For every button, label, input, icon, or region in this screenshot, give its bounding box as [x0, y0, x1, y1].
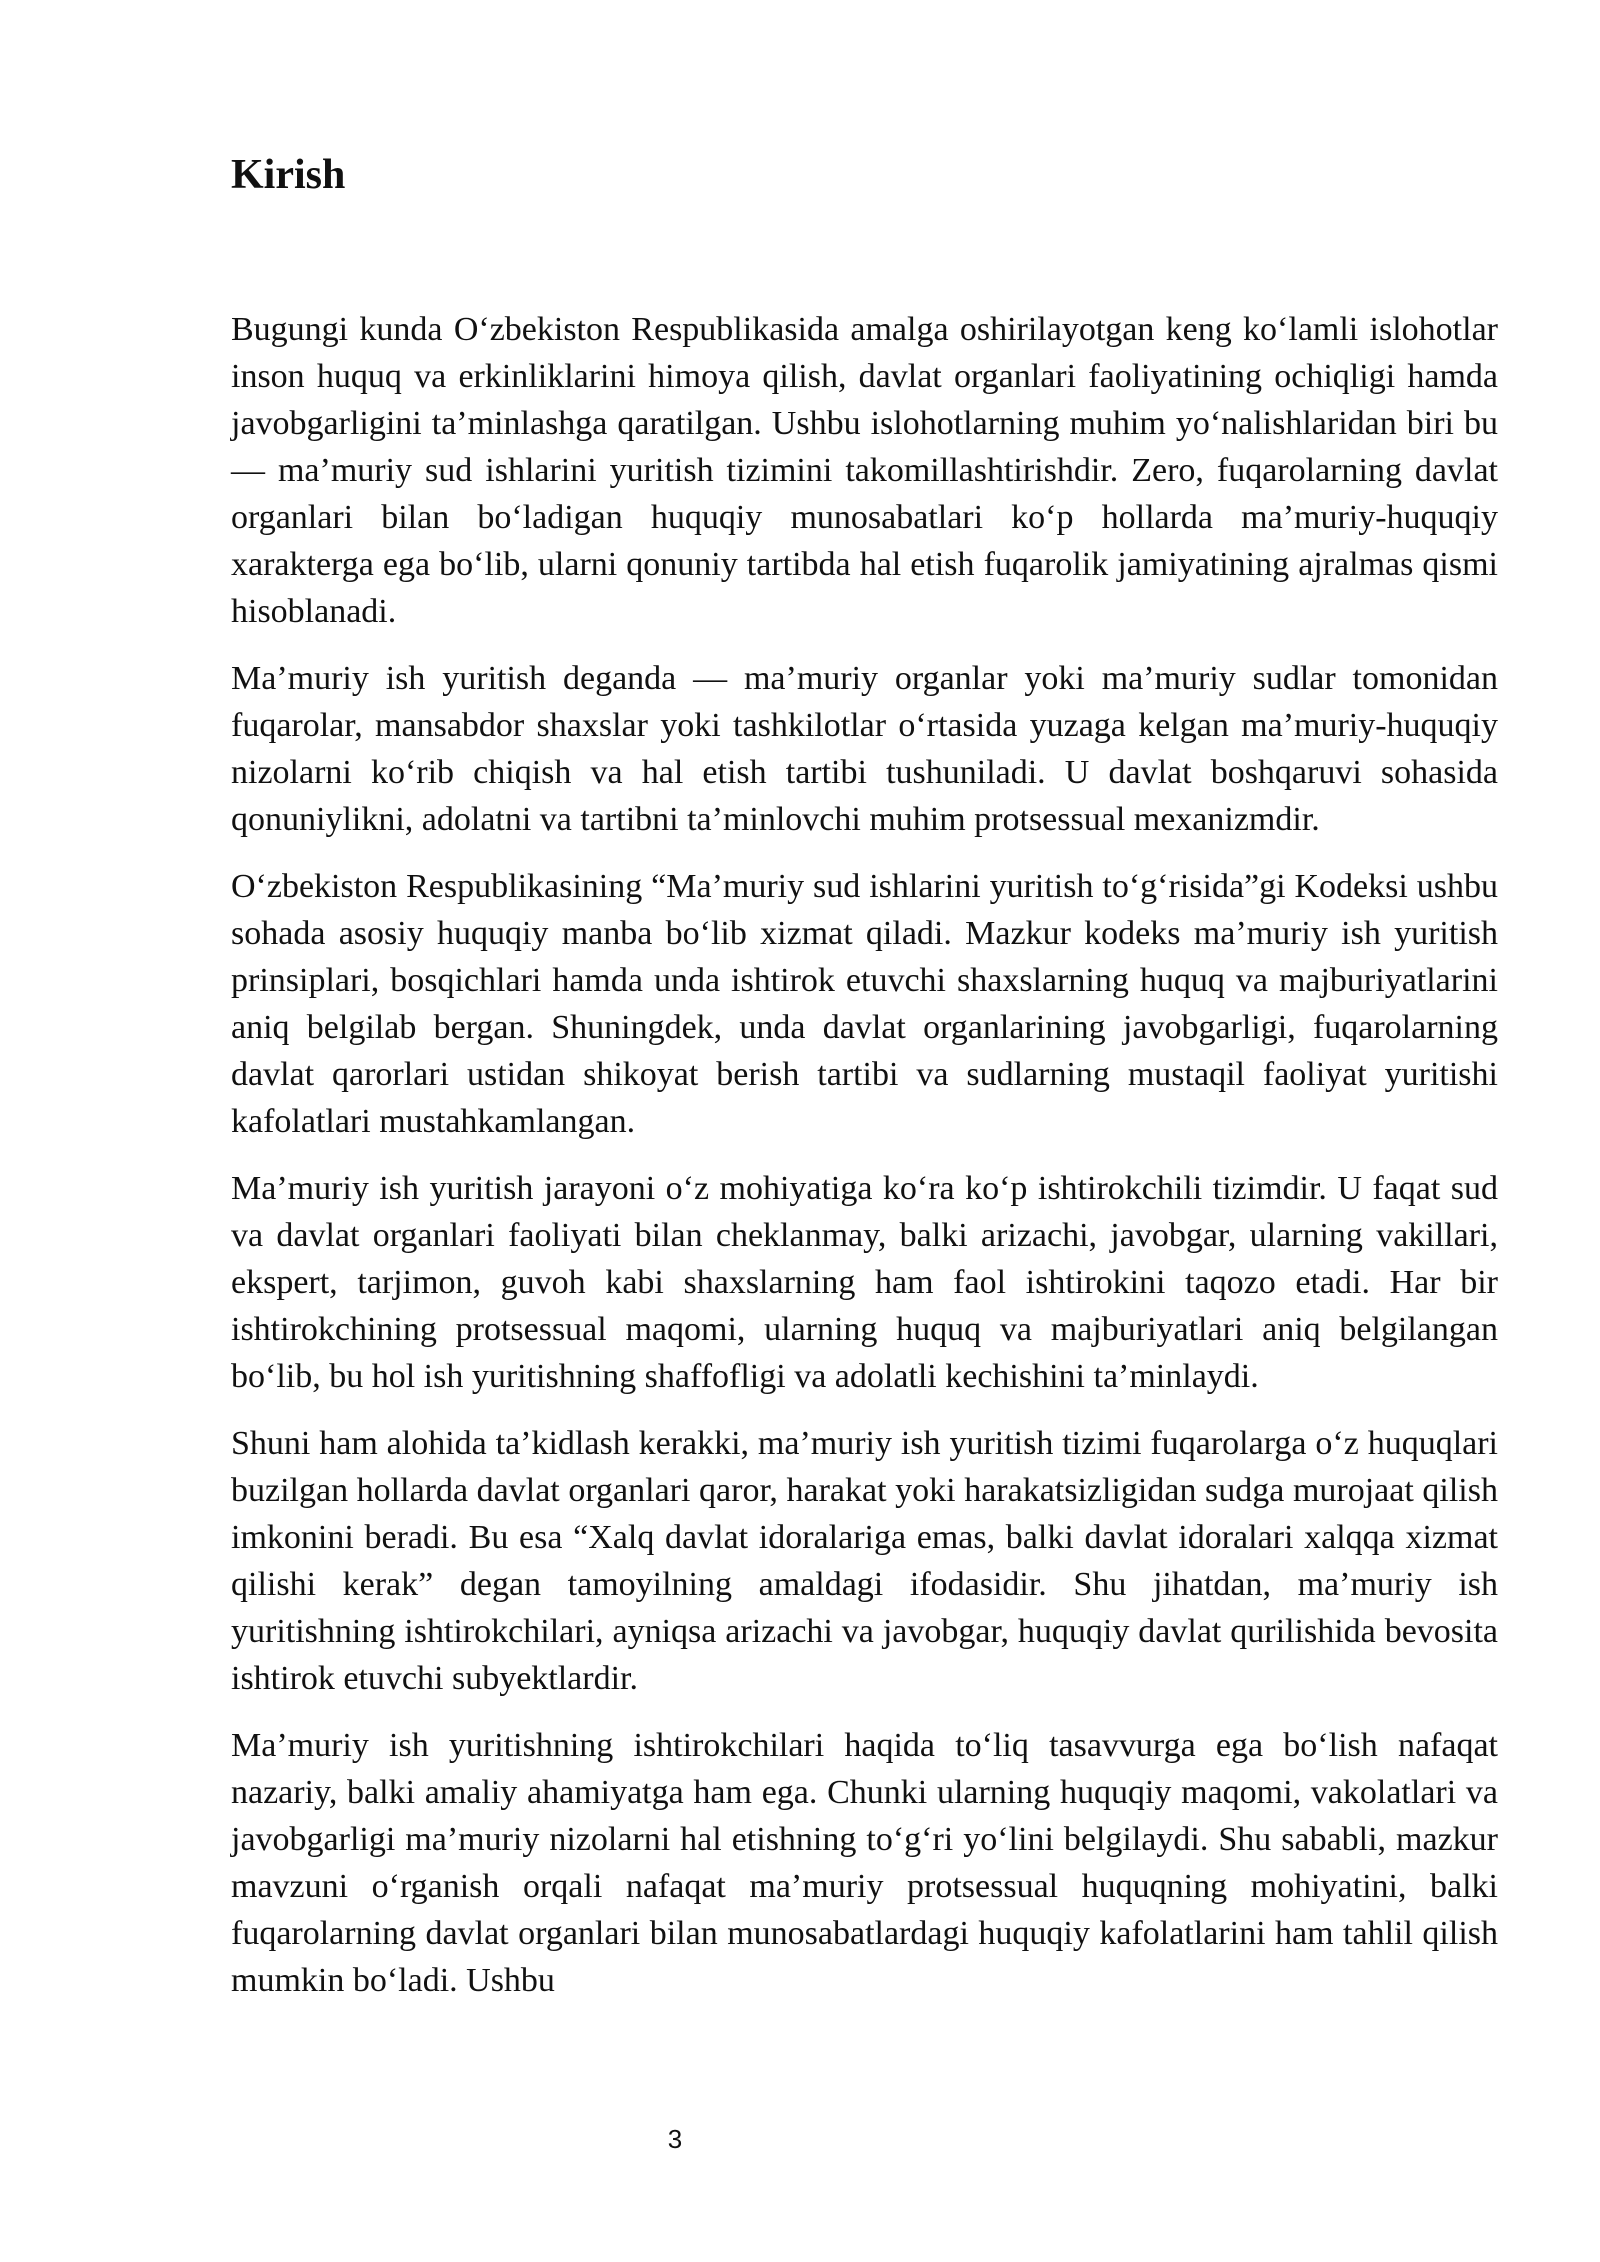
- page-number: 3: [667, 2124, 683, 2154]
- section-title: Kirish: [231, 152, 346, 198]
- paragraph: O‘zbekiston Respublikasining “Ma’muriy sud ishlarini yuritish to‘g‘risida”gi Kodeksi ushbu sohada asosiy huquqiy manba bo‘lib xizmat qiladi. Mazkur kodeks ma’muriy ish yuritish prinsiplari, bosqichlari hamda unda ishtirok etuvchi shaxslarning huquq va majburiyatlarini aniq belgilab bergan. Shuningdek, unda davlat organlarining javobgarligi, fuqarolarning davlat qarorlari ustidan shikoyat berish tartibi va sudlarning mustaqil faoliyat yuritishi kafolatlari mustahkamlangan.: [231, 868, 1498, 1140]
- paragraph: Ma’muriy ish yuritish deganda — ma’muriy organlar yoki ma’muriy sudlar tomonidan fuqarolar, mansabdor shaxslar yoki tashkilotlar o‘rtasida yuzaga kelgan ma’muriy-huquqiy nizolarni ko‘rib chiqish va hal etish tartibi tushuniladi. U davlat boshqaruvi sohasida qonuniylikni, adolatni va tartibni ta’minlovchi muhim protsessual mexanizmdir.: [231, 660, 1498, 838]
- paragraph: Bugungi kunda O‘zbekiston Respublikasida amalga oshirilayotgan keng ko‘lamli islohotlar inson huquq va erkinliklarini himoya qilish, davlat organlari faoliyatining ochiqligi hamda javobgarligini ta’minlashga qaratilgan. Ushbu islohotlarning muhim yo‘nalishlaridan biri bu — ma’muriy sud ishlarini yuritish tizimini takomillashtirishdir. Zero, fuqarolarning davlat organlari bilan bo‘ladigan huquqiy munosabatlari ko‘p hollarda ma’muriy-huquqiy xarakterga ega bo‘lib, ularni qonuniy tartibda hal etish fuqarolik jamiyatining ajralmas qismi hisoblanadi.: [231, 311, 1498, 630]
- paragraph: Ma’muriy ish yuritishning ishtirokchilari haqida to‘liq tasavvurga ega bo‘lish nafaqat nazariy, balki amaliy ahamiyatga ham ega. Chunki ularning huquqiy maqomi, vakolatlari va javobgarligi ma’muriy nizolarni hal etishning to‘g‘ri yo‘lini belgilaydi. Shu sababli, mazkur mavzuni o‘rganish orqali nafaqat ma’muriy protsessual huquqning mohiyatini, balki fuqarolarning davlat organlari bilan munosabatlardagi huquqiy kafolatlarini ham tahlil qilish mumkin bo‘ladi. Ushbu: [231, 1727, 1498, 1999]
- paragraph: Ma’muriy ish yuritish jarayoni o‘z mohiyatiga ko‘ra ko‘p ishtirokchili tizimdir. U faqat sud va davlat organlari faoliyati bilan cheklanmay, balki arizachi, javobgar, ularning vakillari, ekspert, tarjimon, guvoh kabi shaxslarning ham faol ishtirokini taqozo etadi. Har bir ishtirokchining protsessual maqomi, ularning huquq va majburiyatlari aniq belgilangan bo‘lib, bu hol ish yuritishning shaffofligi va adolatli kechishini ta’minlaydi.: [231, 1170, 1498, 1395]
- body-text: [231, 306, 1498, 2024]
- paragraph: Shuni ham alohida ta’kidlash kerakki, ma’muriy ish yuritish tizimi fuqarolarga o‘z huquqlari buzilgan hollarda davlat organlari qaror, harakat yoki harakatsizligidan sudga murojaat qilish imkonini beradi. Bu esa “Xalq davlat idoralariga emas, balki davlat idoralari xalqqa xizmat qilishi kerak” degan tamoyilning amaldagi ifodasidir. Shu jihatdan, ma’muriy ish yuritishning ishtirokchilari, ayniqsa arizachi va javobgar, huquqiy davlat qurilishida bevosita ishtirok etuvchi subyektlardir.: [231, 1425, 1498, 1697]
